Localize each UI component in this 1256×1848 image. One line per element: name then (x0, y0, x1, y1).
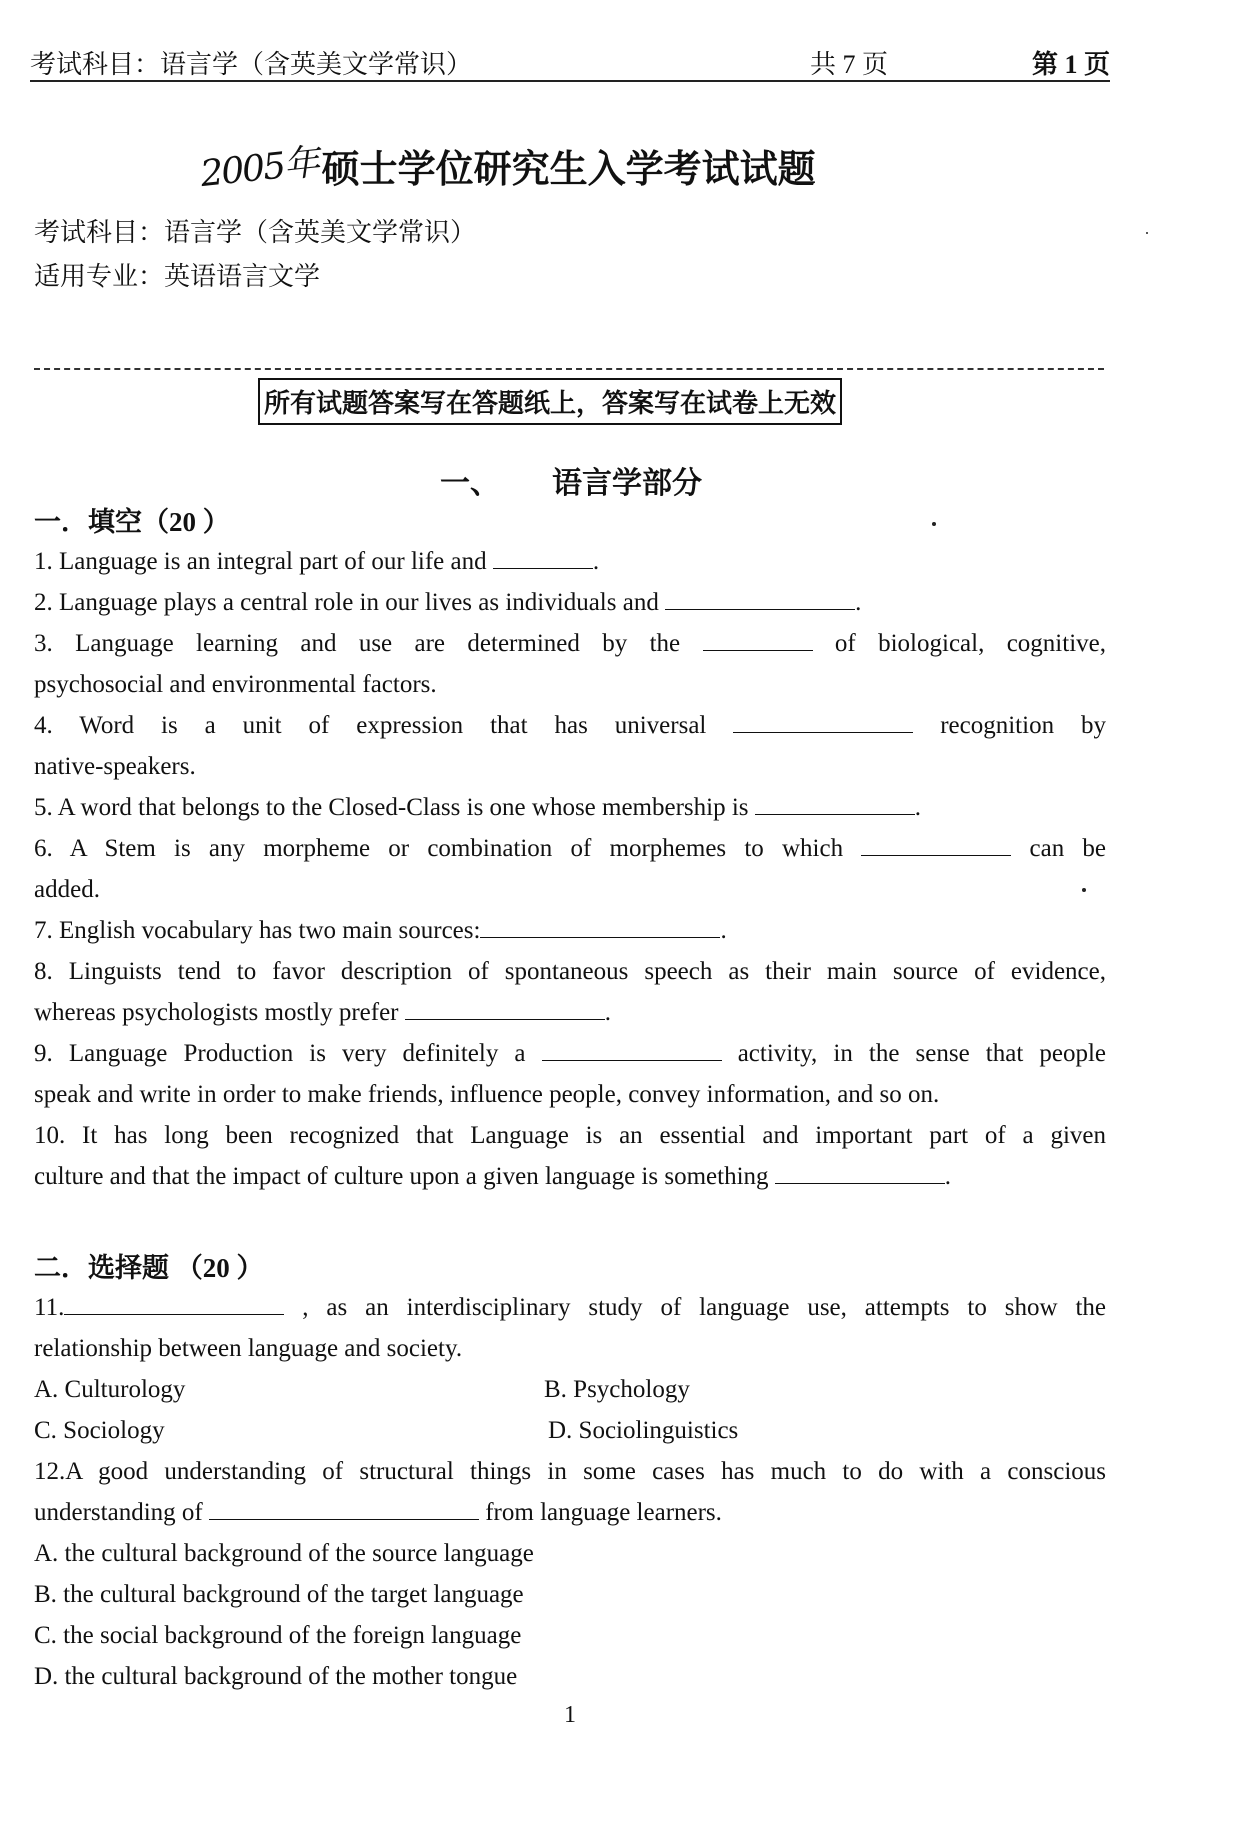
title-text: 硕士学位研究生入学考试试题 (321, 149, 816, 191)
scan-speck (1082, 888, 1086, 892)
answer-blank (733, 710, 913, 733)
question-text: understanding of (34, 1499, 209, 1526)
question-line (34, 747, 1106, 787)
scan-speck (1146, 232, 1148, 234)
question-line (34, 788, 1106, 828)
question-text: whereas psychologists mostly prefer (34, 999, 405, 1026)
option-item: A. the cultural background of the source language (34, 1540, 534, 1567)
question-line (34, 1116, 1106, 1156)
question-line (34, 993, 1106, 1033)
question-text: 7. English vocabulary has two main sources: (34, 917, 481, 944)
section-number: 一、 (440, 467, 500, 500)
answer-blank (703, 628, 813, 651)
option-item: B. the cultural background of the target language (34, 1581, 524, 1608)
question-text: 11. (34, 1294, 65, 1321)
question-text: activity, in the sense that people (737, 1040, 1106, 1067)
option-item: C. Sociology (34, 1417, 165, 1444)
page-header (30, 40, 1110, 84)
question-line (34, 706, 1106, 746)
exam-title (200, 138, 816, 198)
question-text: 2. Language plays a central role in our lives as individuals and (34, 589, 666, 616)
question-text: . (914, 794, 922, 821)
answer-blank (480, 915, 720, 938)
question-text: speak and write in order to make friends, influence people, convey information, and so on. (34, 1081, 940, 1108)
question-text: . (720, 917, 727, 944)
answer-blank (542, 1038, 722, 1061)
question-line (34, 952, 1106, 992)
page-footer-number: 1 (564, 1702, 576, 1728)
option-item: D. the cultural background of the mother tongue (34, 1663, 518, 1690)
question-text: 10. It has long been recognized that Language is an essential and important part of a given (34, 1122, 1106, 1149)
option-item: A. Culturology (34, 1376, 186, 1403)
question-line (34, 1452, 1106, 1492)
answer-blank (665, 587, 855, 610)
question-text: of biological, cognitive, (834, 630, 1106, 657)
question-text: can be (1029, 835, 1106, 862)
question-line (34, 911, 1106, 951)
question-text: . (604, 999, 612, 1026)
question-line (34, 624, 1106, 664)
question-line (34, 1157, 1106, 1197)
option-item: D. Sociolinguistics (548, 1417, 739, 1444)
question-line (34, 1329, 1106, 1369)
question-text: 3. Language learning and use are determined by the (34, 630, 703, 657)
scan-speck (932, 522, 936, 526)
answer-blank (64, 1292, 284, 1315)
question-line (34, 665, 1106, 705)
question-text: 12.A good understanding of structural things in some cases has much to do with a conscious (34, 1458, 1106, 1485)
question-text: from language learners. (478, 1499, 722, 1526)
header-divider (30, 80, 1110, 82)
question-line (34, 1493, 1106, 1533)
answer-blank (775, 1161, 945, 1184)
answer-blank (405, 997, 605, 1020)
question-text: . (855, 589, 862, 616)
part2-heading: 二．选择题 （20 ） (34, 1253, 264, 1283)
handwritten-year: 2005年 (198, 141, 320, 196)
answer-blank (755, 792, 915, 815)
question-text: 1. Language is an integral part of our life and (34, 548, 493, 575)
question-line (34, 542, 1106, 582)
answer-blank (209, 1497, 479, 1520)
option-item: C. the social background of the foreign language (34, 1622, 522, 1649)
question-line (34, 870, 1106, 910)
question-line (34, 1288, 1106, 1328)
question-text: . (944, 1163, 952, 1190)
question-text: added. (34, 876, 100, 903)
meta-major: 适用专业：英语语言文学 (34, 262, 321, 291)
question-line (34, 829, 1106, 869)
question-text: relationship between language and society. (34, 1335, 463, 1362)
meta-subject: 考试科目：语言学（含英美文学常识） (34, 218, 477, 247)
option-item: B. Psychology (544, 1376, 690, 1403)
answer-blank (493, 546, 593, 569)
question-text: 6. A Stem is any morpheme or combination of morphemes to which (34, 835, 862, 862)
header-total-pages: 共 7 页 (810, 50, 889, 79)
header-page-number: 第 1 页 (1031, 50, 1110, 79)
question-text: 9. Language Production is very definitely a (34, 1040, 542, 1067)
part1-heading: 一．填空（20 ） (34, 507, 230, 537)
question-text: , as an interdisciplinary study of language use, attempts to show the (302, 1294, 1106, 1321)
question-text: . (592, 548, 600, 575)
question-line (34, 583, 1106, 623)
question-text: culture and that the impact of culture upon a given language is something (34, 1163, 775, 1190)
question-text: 5. A word that belongs to the Closed-Class is one whose membership is (34, 794, 755, 821)
section-title: 语言学部分 (552, 467, 702, 500)
question-text: recognition by (940, 712, 1106, 739)
question-line (34, 1034, 1106, 1074)
header-subject: 考试科目：语言学（含英美文学常识） (30, 50, 473, 79)
answer-blank (861, 833, 1011, 856)
question-line (34, 1075, 1106, 1115)
answer-notice-box: 所有试题答案写在答题纸上，答案写在试卷上无效 (258, 378, 842, 425)
dashed-divider (34, 368, 1104, 370)
question-text: psychosocial and environmental factors. (34, 671, 437, 698)
question-text: native-speakers. (34, 753, 196, 780)
question-text: 4. Word is a unit of expression that has universal (34, 712, 734, 739)
question-text: 8. Linguists tend to favor description of spontaneous speech as their main source of evidence, (34, 958, 1106, 985)
